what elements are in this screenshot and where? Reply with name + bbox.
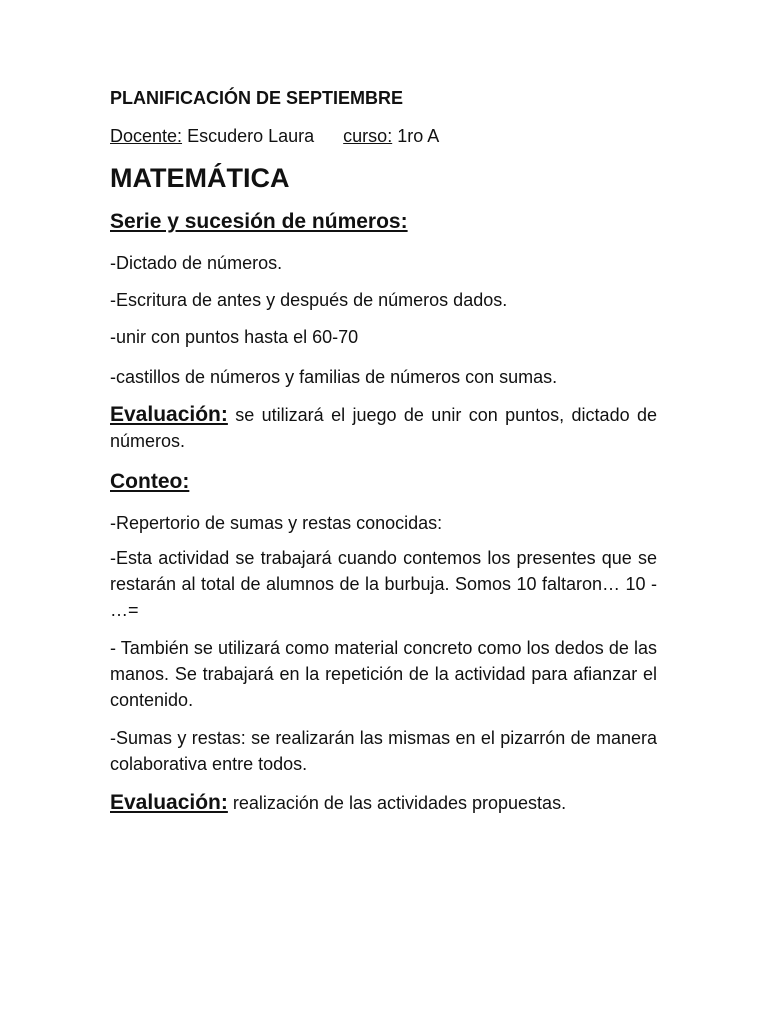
teacher-course-line bbox=[110, 123, 439, 149]
subject-heading: MATEMÁTICA bbox=[110, 163, 290, 193]
evaluation-text: se utilizará el juego de unir con puntos, dictado de números. bbox=[110, 405, 657, 451]
list-item: -Escritura de antes y después de números dados. bbox=[110, 290, 508, 310]
list-item: -castillos de números y familias de números con sumas. bbox=[110, 367, 558, 387]
docente-value: Escudero Laura bbox=[187, 126, 315, 146]
list-item: -Esta actividad se trabajará cuando contemos los presentes que se restarán al total de alumnos de la burbuja. Somos 10 faltaron… 10 - …= bbox=[110, 548, 657, 620]
list-item: - También se utilizará como material concreto como los dedos de las manos. Se trabajará en la repetición de la actividad para afianzar el contenido. bbox=[110, 638, 657, 710]
list-item: -Sumas y restas: se realizarán las mismas en el pizarrón de manera colaborativa entre todos. bbox=[110, 728, 657, 774]
list-item: -Repertorio de sumas y restas conocidas: bbox=[110, 513, 443, 533]
list-item: -unir con puntos hasta el 60-70 bbox=[110, 327, 359, 347]
docente-label: Docente: bbox=[110, 126, 183, 146]
list-item: -Dictado de números. bbox=[110, 253, 283, 273]
evaluation-label: Evaluación: bbox=[110, 403, 228, 426]
document-title: PLANIFICACIÓN DE SEPTIEMBRE bbox=[110, 88, 404, 108]
evaluation-paragraph bbox=[110, 402, 657, 454]
section-heading-serie: Serie y sucesión de números: bbox=[110, 210, 408, 233]
evaluation-text: realización de las actividades propuestas. bbox=[227, 793, 567, 813]
curso-label: curso: bbox=[343, 126, 393, 146]
evaluation-paragraph bbox=[110, 790, 657, 816]
evaluation-label: Evaluación: bbox=[110, 791, 228, 814]
curso-value: 1ro A bbox=[397, 126, 440, 146]
section-heading-conteo: Conteo: bbox=[110, 470, 190, 493]
